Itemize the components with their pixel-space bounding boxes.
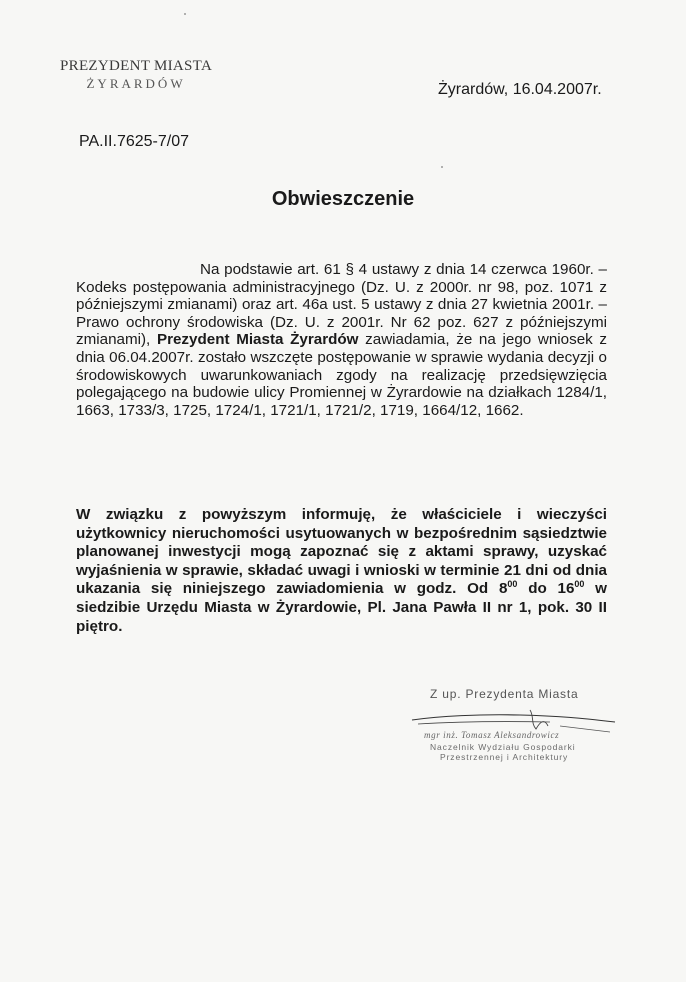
office-stamp — [60, 58, 212, 92]
stamp-line-1: PREZYDENT MIASTA — [60, 58, 213, 74]
paragraph2-text-2: w siedzibie Urzędu Miasta w Żyrardowie, Pl. Jana Pawła II nr 1, pok. 30 II piętro. — [76, 580, 607, 635]
signer-position-2: Przestrzennej i Architektury — [440, 752, 569, 762]
document-title: Obwieszczenie — [271, 188, 415, 210]
paragraph-notice — [76, 506, 607, 636]
paragraph2-text-mid: do — [517, 580, 558, 598]
signer-name: mgr inż. Tomasz Aleksandrowicz — [424, 730, 560, 740]
signer-position-1: Naczelnik Wydziału Gospodarki — [430, 742, 576, 752]
scan-speck — [184, 13, 186, 15]
paragraph1-text-after: zawiadamia, że na jego wniosek z dnia 06.04.2007r. zostało wszczęte postępowanie w sprawie wydania decyzji o środowiskowych uwarunkowaniach zgody na realizację przedsięwzięcia polegającego na budowie ulicy Promiennej w Żyrardowie na działkach 1284/1, 1663, 1733/3, 1725, 1724/1, 1721/1, 1721/2, 1719, 1664/12, 1662. — [76, 331, 608, 419]
paragraph1-text-before: Na podstawie art. 61 § 4 ustawy z dnia 14 czerwca 1960r. – Kodeks postępowania administracyjnego (Dz. U. z 2000r. nr 98, poz. 1071 z późniejszymi zmianami) oraz art. 46a ust. 5 ustawy z dnia 27 kwietnia 2001r. – Prawo ochrony środowiska (Dz. U. z 2001r. Nr 62 poz. 627 z późniejszymi zmianami), — [76, 261, 607, 349]
signature-caption: Z up. Prezydenta Miasta — [430, 687, 579, 701]
signature-block — [410, 684, 620, 774]
stamp-line-2: ŻYRARDÓW — [86, 76, 186, 91]
hour-to: 16 — [557, 580, 575, 598]
place-and-date: Żyrardów, 16.04.2007r. — [438, 81, 602, 98]
scan-speck — [441, 166, 443, 168]
hour-to-minutes: 00 — [574, 579, 585, 590]
reference-number: PA.II.7625-7/07 — [79, 133, 189, 150]
hour-from-minutes: 00 — [507, 579, 518, 590]
paragraph-legal-basis — [76, 261, 607, 419]
paragraph2-text-1: W związku z powyższym informuję, że właściciele i wieczyści użytkownicy nieruchomości usytuowanych w bezpośrednim sąsiedztwie planowanej inwestycji mogą zapoznać się z aktami sprawy, uzyskać wyjaśnienia w sprawie, składać uwagi i wnioski w terminie 21 dni od dnia ukazania się niniejszego zawiadomienia w godz. Od — [76, 506, 607, 598]
paragraph1-bold-authority: Prezydent Miasta Żyrardów — [156, 331, 359, 349]
hour-from: 8 — [498, 580, 508, 598]
